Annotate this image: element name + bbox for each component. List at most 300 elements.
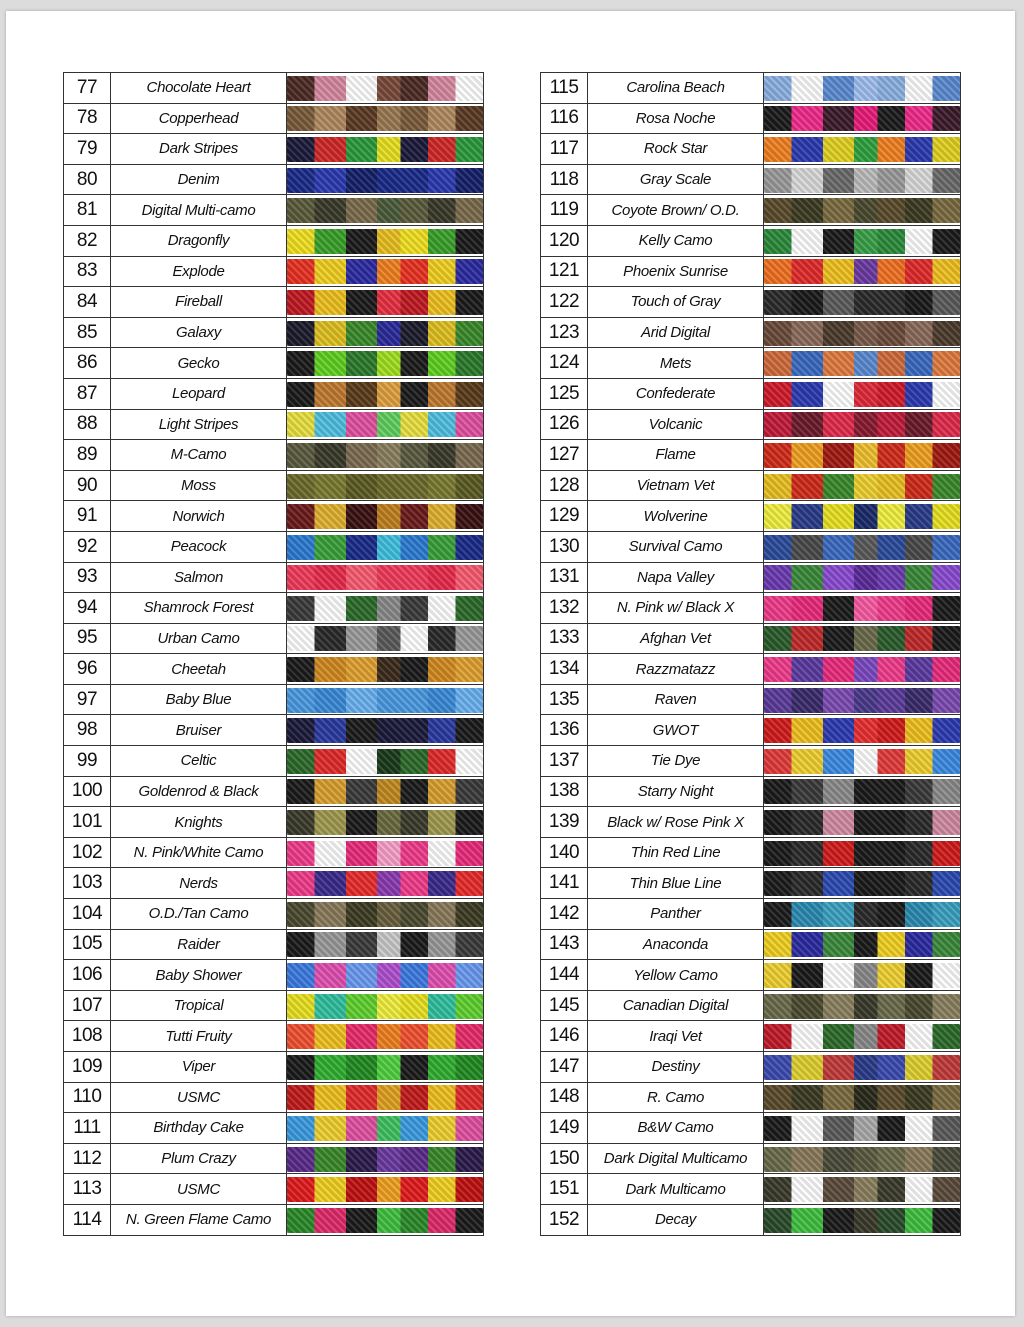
color-name: O.D./Tan Camo [111,899,287,930]
paracord-swatch-icon [287,626,483,651]
color-name: Birthday Cake [111,1113,287,1144]
color-number: 126 [541,409,588,440]
paracord-swatch-icon [764,1055,960,1080]
color-table-right [540,72,961,1236]
color-name: Iraqi Vet [588,1021,764,1052]
table-row [541,348,961,379]
table-row [64,531,484,562]
paracord-swatch-icon [764,963,960,988]
table-row [541,990,961,1021]
table-row [64,256,484,287]
color-number: 137 [541,746,588,777]
swatch-cell [287,1174,484,1205]
color-name: Dark Multicamo [588,1174,764,1205]
color-name: Goldenrod & Black [111,776,287,807]
color-number: 133 [541,623,588,654]
swatch-cell [287,776,484,807]
paracord-swatch-icon [287,1177,483,1202]
color-name: Cheetah [111,654,287,685]
table-row [541,1082,961,1113]
swatch-cell [287,73,484,104]
color-name: M-Camo [111,440,287,471]
table-row [64,715,484,746]
color-name: Baby Blue [111,684,287,715]
paracord-swatch-icon [764,474,960,499]
color-name: Black w/ Rose Pink X [588,807,764,838]
swatch-cell [287,746,484,777]
table-row [541,623,961,654]
paracord-swatch-icon [287,106,483,131]
table-row [64,1204,484,1235]
swatch-cell [764,1113,961,1144]
swatch-cell [764,623,961,654]
color-number: 96 [64,654,111,685]
paracord-swatch-icon [287,198,483,223]
swatch-cell [764,837,961,868]
color-name: Plum Crazy [111,1143,287,1174]
color-number: 98 [64,715,111,746]
paracord-swatch-icon [287,994,483,1019]
color-name: Coyote Brown/ O.D. [588,195,764,226]
color-number: 92 [64,531,111,562]
color-name: Survival Camo [588,531,764,562]
color-name: Touch of Gray [588,287,764,318]
table-row [541,531,961,562]
color-name: Tutti Fruity [111,1021,287,1052]
paracord-swatch-icon [287,321,483,346]
paracord-swatch-icon [287,504,483,529]
paracord-swatch-icon [287,596,483,621]
table-row [541,960,961,991]
swatch-cell [287,1143,484,1174]
color-table-left [63,72,484,1236]
color-name: Panther [588,899,764,930]
swatch-cell [287,899,484,930]
color-number: 140 [541,837,588,868]
paracord-swatch-icon [764,841,960,866]
paracord-swatch-icon [764,412,960,437]
color-number: 143 [541,929,588,960]
color-number: 132 [541,593,588,624]
color-number: 101 [64,807,111,838]
color-number: 117 [541,134,588,165]
color-number: 120 [541,225,588,256]
color-number: 130 [541,531,588,562]
swatch-cell [764,1021,961,1052]
color-name: Salmon [111,562,287,593]
paracord-swatch-icon [287,749,483,774]
table-row [64,1143,484,1174]
color-number: 142 [541,899,588,930]
color-name: Dark Stripes [111,134,287,165]
color-name: Gecko [111,348,287,379]
paracord-swatch-icon [287,718,483,743]
swatch-cell [287,1021,484,1052]
paracord-swatch-icon [764,688,960,713]
color-number: 118 [541,164,588,195]
color-number: 93 [64,562,111,593]
paracord-swatch-icon [287,535,483,560]
table-row [541,593,961,624]
paracord-swatch-icon [287,229,483,254]
table-row [541,837,961,868]
swatch-cell [764,929,961,960]
swatch-cell [287,960,484,991]
table-row [541,440,961,471]
table-row [541,164,961,195]
swatch-cell [764,899,961,930]
swatch-cell [764,164,961,195]
color-name: USMC [111,1082,287,1113]
paracord-swatch-icon [764,229,960,254]
color-number: 88 [64,409,111,440]
color-number: 124 [541,348,588,379]
paracord-swatch-icon [287,1147,483,1172]
table-row [541,103,961,134]
swatch-cell [287,470,484,501]
table-row [64,746,484,777]
color-number: 89 [64,440,111,471]
table-row [64,378,484,409]
paracord-swatch-icon [764,657,960,682]
swatch-cell [287,317,484,348]
paracord-swatch-icon [287,412,483,437]
color-number: 97 [64,684,111,715]
swatch-cell [764,378,961,409]
swatch-cell [287,990,484,1021]
table-row [64,225,484,256]
table-row [64,1082,484,1113]
table-row [64,73,484,104]
color-name: Thin Blue Line [588,868,764,899]
paracord-swatch-icon [764,504,960,529]
swatch-cell [764,501,961,532]
table-row [541,684,961,715]
table-row [64,868,484,899]
color-name: GWOT [588,715,764,746]
color-name: Razzmatazz [588,654,764,685]
paracord-swatch-icon [287,443,483,468]
paracord-swatch-icon [764,1208,960,1233]
table-row [541,1113,961,1144]
color-name: Digital Multi-camo [111,195,287,226]
swatch-cell [287,1082,484,1113]
swatch-cell [764,73,961,104]
color-number: 136 [541,715,588,746]
color-name: Phoenix Sunrise [588,256,764,287]
color-name: Thin Red Line [588,837,764,868]
paracord-swatch-icon [764,76,960,101]
table-row [541,746,961,777]
swatch-cell [764,256,961,287]
color-name: Explode [111,256,287,287]
color-name: R. Camo [588,1082,764,1113]
color-number: 122 [541,287,588,318]
paracord-swatch-icon [764,198,960,223]
color-number: 151 [541,1174,588,1205]
color-table-body [541,73,961,1236]
color-number: 135 [541,684,588,715]
swatch-cell [764,470,961,501]
swatch-cell [764,684,961,715]
color-number: 147 [541,1052,588,1083]
paracord-swatch-icon [287,168,483,193]
table-row [64,134,484,165]
color-number: 148 [541,1082,588,1113]
color-number: 125 [541,378,588,409]
swatch-cell [287,1204,484,1235]
paracord-swatch-icon [764,994,960,1019]
color-number: 123 [541,317,588,348]
table-row [64,776,484,807]
swatch-cell [764,1143,961,1174]
paracord-swatch-icon [287,871,483,896]
swatch-cell [764,1052,961,1083]
table-row [541,1052,961,1083]
paracord-swatch-icon [764,1085,960,1110]
color-number: 86 [64,348,111,379]
table-row [64,990,484,1021]
color-name: Raven [588,684,764,715]
swatch-cell [287,134,484,165]
color-number: 103 [64,868,111,899]
swatch-cell [287,715,484,746]
color-number: 108 [64,1021,111,1052]
color-name: Rosa Noche [588,103,764,134]
table-row [64,1052,484,1083]
document-page [6,11,1015,1316]
paracord-swatch-icon [764,626,960,651]
table-row [64,960,484,991]
color-name: Celtic [111,746,287,777]
table-row [64,287,484,318]
color-name: Moss [111,470,287,501]
table-row [64,593,484,624]
paracord-swatch-icon [287,932,483,957]
color-name: Rock Star [588,134,764,165]
swatch-cell [287,1113,484,1144]
color-name: Destiny [588,1052,764,1083]
swatch-cell [287,623,484,654]
color-name: Afghan Vet [588,623,764,654]
swatch-cell [764,348,961,379]
swatch-cell [764,562,961,593]
paracord-swatch-icon [287,1208,483,1233]
table-row [541,1143,961,1174]
color-number: 121 [541,256,588,287]
table-row [541,715,961,746]
table-row [64,195,484,226]
swatch-cell [764,195,961,226]
paracord-swatch-icon [764,932,960,957]
swatch-cell [287,501,484,532]
paracord-swatch-icon [764,779,960,804]
paracord-swatch-icon [764,382,960,407]
table-row [64,1021,484,1052]
paracord-swatch-icon [287,902,483,927]
paracord-swatch-icon [764,1147,960,1172]
table-row [541,562,961,593]
paracord-swatch-icon [764,1116,960,1141]
swatch-cell [287,837,484,868]
color-number: 119 [541,195,588,226]
swatch-cell [287,531,484,562]
color-number: 80 [64,164,111,195]
color-name: N. Pink/White Camo [111,837,287,868]
paracord-swatch-icon [764,810,960,835]
swatch-cell [764,225,961,256]
paracord-swatch-icon [287,779,483,804]
color-name: Anaconda [588,929,764,960]
table-row [64,470,484,501]
color-name: Galaxy [111,317,287,348]
color-name: Baby Shower [111,960,287,991]
swatch-cell [764,134,961,165]
paracord-swatch-icon [764,321,960,346]
paracord-swatch-icon [764,718,960,743]
color-name: Denim [111,164,287,195]
swatch-cell [287,287,484,318]
table-row [64,1174,484,1205]
table-row [64,929,484,960]
swatch-cell [764,440,961,471]
table-row [541,899,961,930]
table-row [541,470,961,501]
paracord-swatch-icon [764,259,960,284]
paracord-swatch-icon [764,749,960,774]
color-name: Nerds [111,868,287,899]
swatch-cell [287,256,484,287]
paracord-swatch-icon [764,1177,960,1202]
color-name: N. Green Flame Camo [111,1204,287,1235]
color-number: 116 [541,103,588,134]
color-name: Tropical [111,990,287,1021]
table-row [64,348,484,379]
table-row [541,256,961,287]
color-name: Canadian Digital [588,990,764,1021]
table-row [541,868,961,899]
paracord-swatch-icon [287,810,483,835]
paracord-swatch-icon [287,1085,483,1110]
paracord-swatch-icon [764,1024,960,1049]
swatch-cell [287,807,484,838]
paracord-swatch-icon [764,565,960,590]
swatch-cell [764,1174,961,1205]
table-row [64,562,484,593]
color-number: 81 [64,195,111,226]
color-number: 77 [64,73,111,104]
color-number: 146 [541,1021,588,1052]
paracord-swatch-icon [287,565,483,590]
color-number: 102 [64,837,111,868]
paracord-swatch-icon [287,841,483,866]
table-row [541,1174,961,1205]
color-number: 100 [64,776,111,807]
color-number: 109 [64,1052,111,1083]
paracord-swatch-icon [287,657,483,682]
color-name: Starry Night [588,776,764,807]
color-table-body [64,73,484,1236]
swatch-cell [287,440,484,471]
color-name: Napa Valley [588,562,764,593]
table-row [541,195,961,226]
color-number: 85 [64,317,111,348]
color-name: Tie Dye [588,746,764,777]
swatch-cell [287,378,484,409]
color-name: Shamrock Forest [111,593,287,624]
swatch-cell [287,225,484,256]
color-number: 79 [64,134,111,165]
swatch-cell [764,531,961,562]
table-row [541,501,961,532]
swatch-cell [287,103,484,134]
table-row [541,1021,961,1052]
table-row [64,654,484,685]
color-number: 78 [64,103,111,134]
color-number: 106 [64,960,111,991]
paracord-swatch-icon [287,290,483,315]
table-row [64,103,484,134]
color-number: 87 [64,378,111,409]
table-row [541,776,961,807]
table-row [64,1113,484,1144]
color-name: Knights [111,807,287,838]
color-name: Yellow Camo [588,960,764,991]
color-name: Fireball [111,287,287,318]
color-name: Kelly Camo [588,225,764,256]
color-number: 144 [541,960,588,991]
swatch-cell [287,654,484,685]
swatch-cell [287,593,484,624]
color-name: Copperhead [111,103,287,134]
table-row [64,684,484,715]
color-number: 134 [541,654,588,685]
swatch-cell [287,348,484,379]
swatch-cell [287,929,484,960]
swatch-cell [764,103,961,134]
table-row [541,225,961,256]
table-row [541,134,961,165]
color-number: 91 [64,501,111,532]
color-number: 110 [64,1082,111,1113]
swatch-cell [287,1052,484,1083]
paracord-swatch-icon [764,902,960,927]
paracord-swatch-icon [287,1055,483,1080]
paracord-swatch-icon [764,106,960,131]
swatch-cell [764,990,961,1021]
color-name: B&W Camo [588,1113,764,1144]
swatch-cell [764,409,961,440]
color-number: 83 [64,256,111,287]
color-number: 114 [64,1204,111,1235]
color-number: 112 [64,1143,111,1174]
color-name: Carolina Beach [588,73,764,104]
color-number: 90 [64,470,111,501]
color-name: Flame [588,440,764,471]
table-row [541,1204,961,1235]
paracord-swatch-icon [764,871,960,896]
paracord-swatch-icon [287,688,483,713]
color-number: 111 [64,1113,111,1144]
color-name: Chocolate Heart [111,73,287,104]
swatch-cell [764,776,961,807]
color-number: 127 [541,440,588,471]
color-name: Volcanic [588,409,764,440]
color-name: Viper [111,1052,287,1083]
paracord-swatch-icon [764,137,960,162]
table-row [64,164,484,195]
table-row [541,654,961,685]
